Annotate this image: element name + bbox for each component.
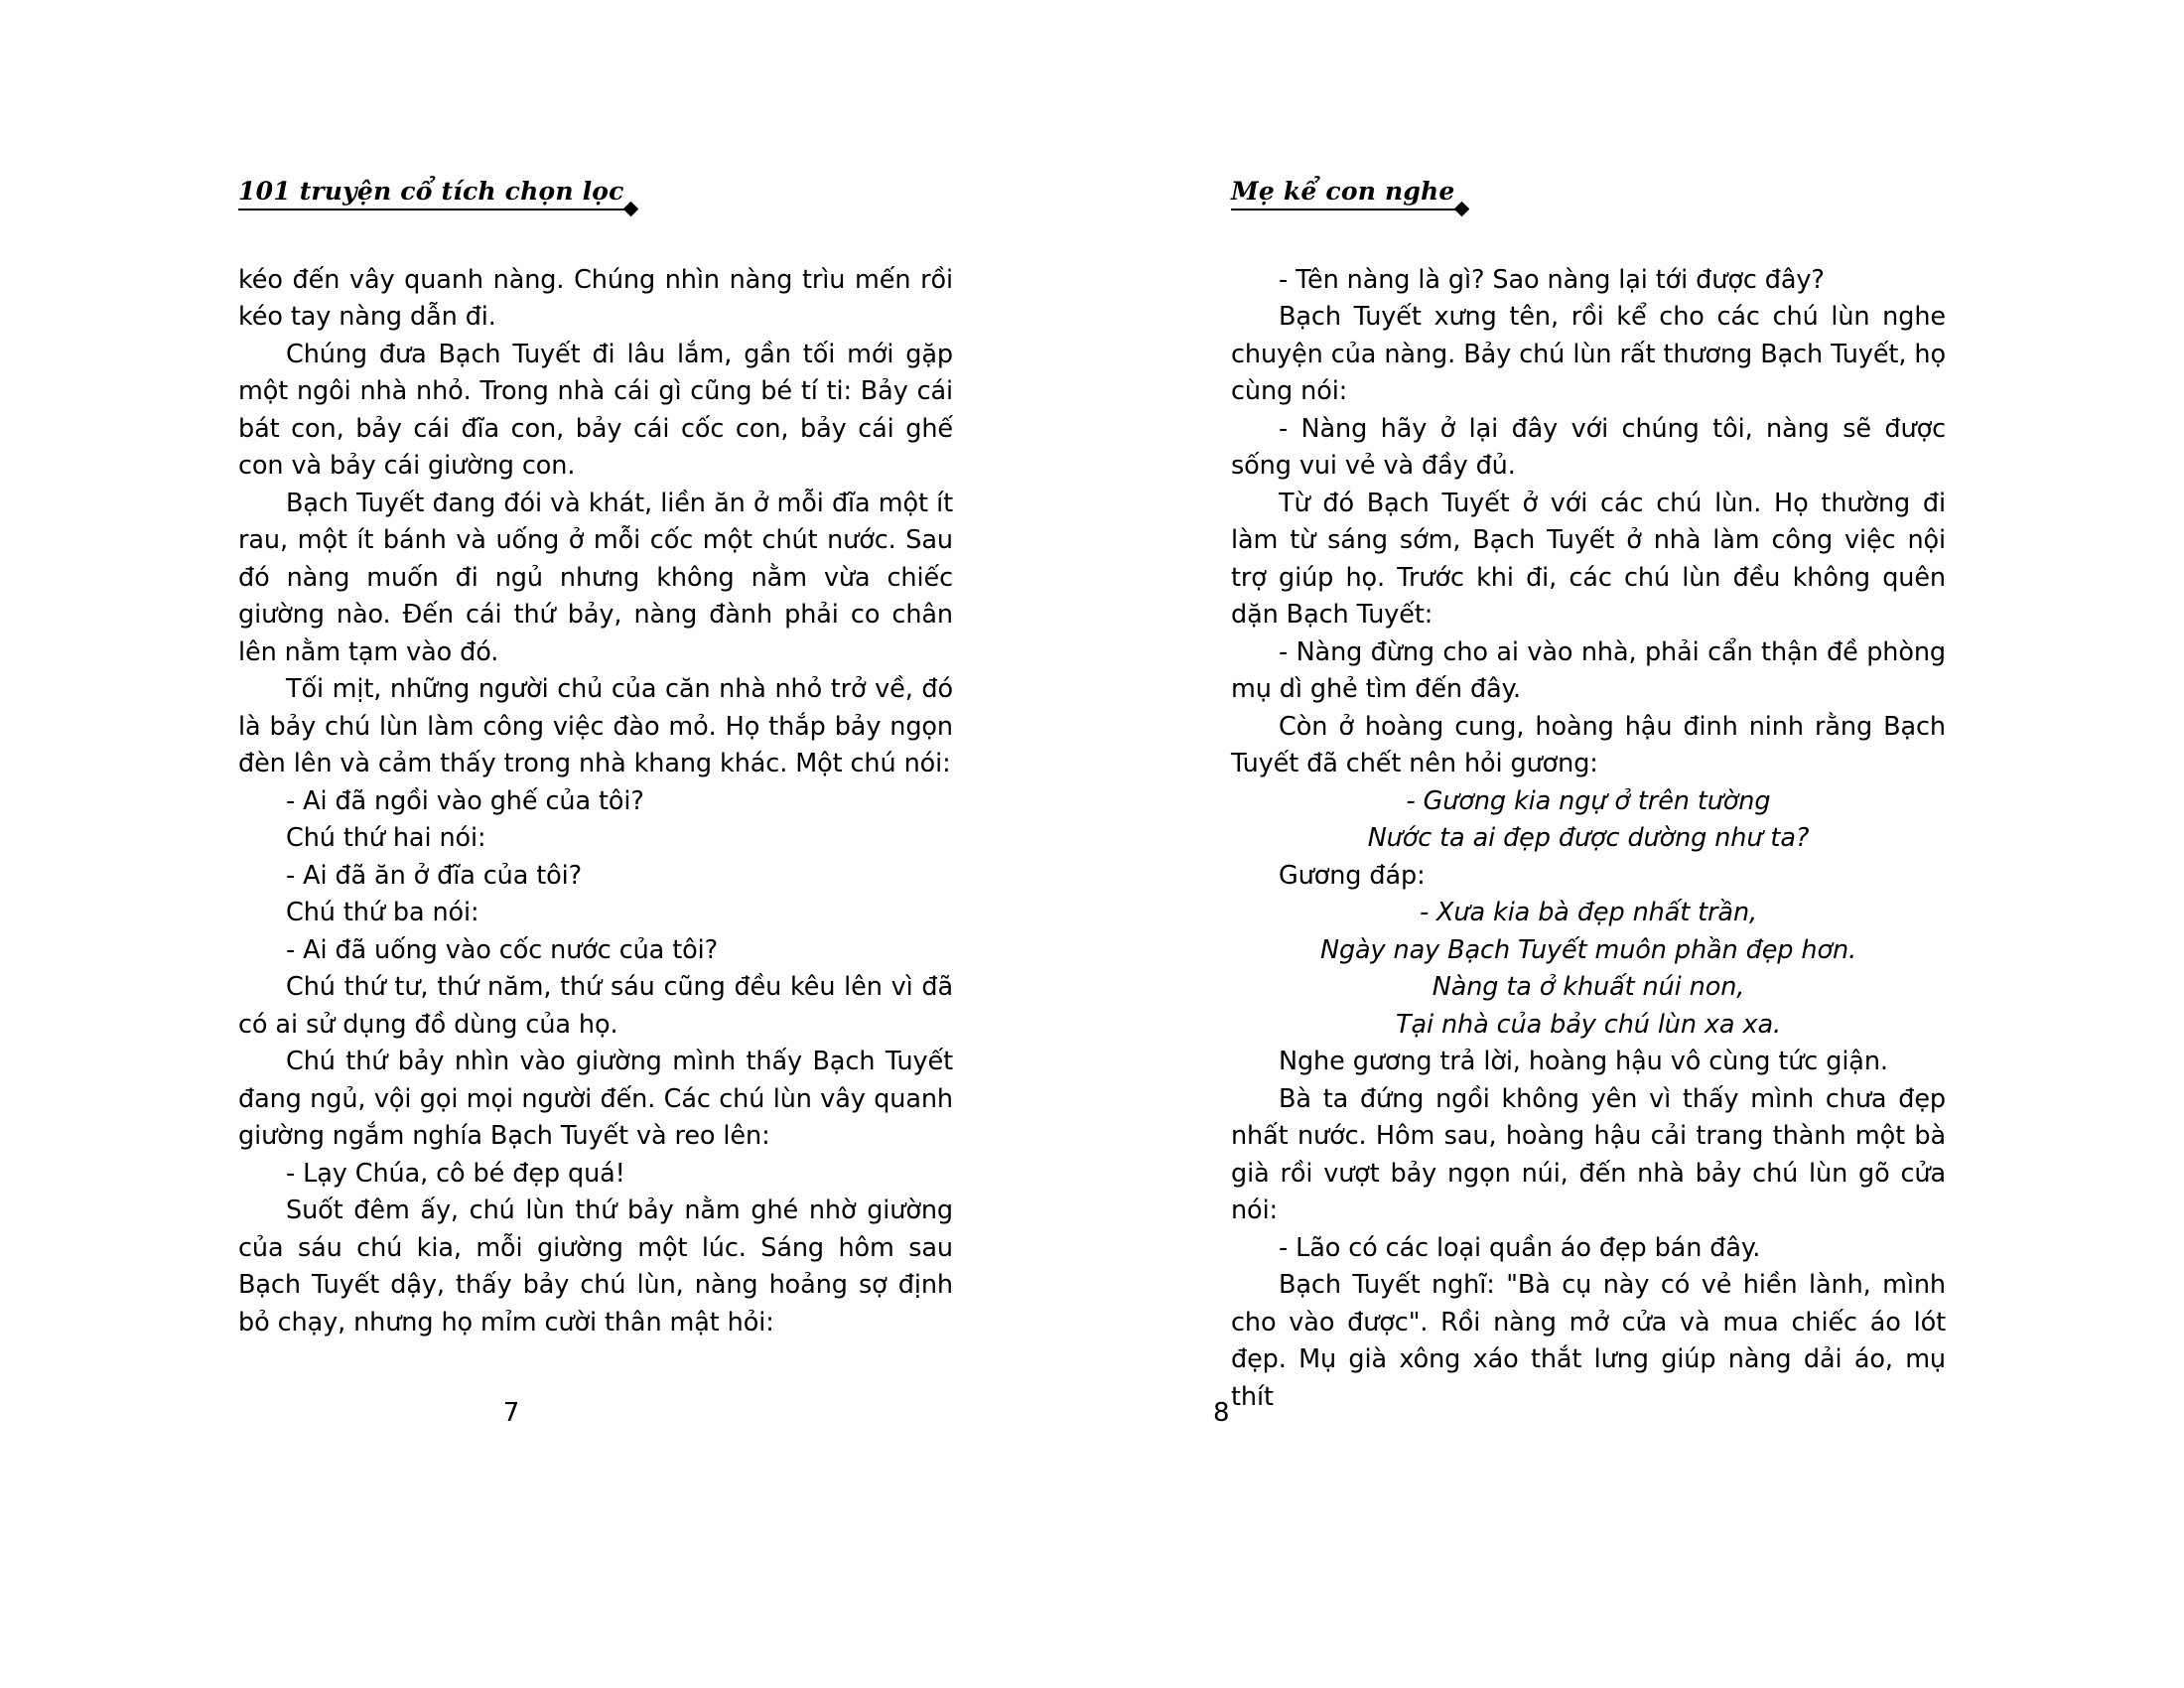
running-head-right [1231, 179, 1455, 211]
paragraph: - Ai đã uống vào cốc nước của tôi? [286, 934, 719, 965]
page-right [1092, 0, 2184, 1688]
paragraph: Chú thứ ba nói: [286, 898, 479, 928]
paragraph: Bà ta đứng ngồi không yên vì thấy mình chưa đẹp nhất nước. Hôm sau, hoàng hậu cải trang thành một bà già rồi vượt bảy ngọn núi, đến nhà bảy chú lùn gõ cửa nói: [1231, 1083, 1946, 1226]
page-number-right: 8 [1213, 1398, 1230, 1428]
running-head-rule [238, 209, 624, 211]
running-head-left-text: 101 truyện cổ tích chọn lọc [238, 177, 624, 206]
paragraph: Từ đó Bạch Tuyết ở với các chú lùn. Họ thường đi làm từ sáng sớm, Bạch Tuyết ở nhà làm công việc nội trợ giúp họ. Trước khi đi, các chú lùn đều không quên dặn Bạch Tuyết: [1231, 488, 1946, 631]
paragraph: Bạch Tuyết nghĩ: "Bà cụ này có vẻ hiền lành, mình cho vào được". Rồi nàng mở cửa và mua chiếc áo lót đẹp. Mụ già xông xáo thắt lưng giúp nàng dải áo, mụ thít [1231, 1270, 1946, 1412]
paragraph: - Nàng đừng cho ai vào nhà, phải cẩn thận đề phòng mụ dì ghẻ tìm đến đây. [1231, 636, 1946, 705]
paragraph: Gương đáp: [1279, 860, 1426, 891]
running-head-rule [1231, 209, 1455, 211]
verse-line: Nước ta ai đẹp được dường như ta? [1367, 823, 1810, 854]
verse-line: Nàng ta ở khuất núi non, [1432, 972, 1745, 1003]
paragraph: - Ai đã ngồi vào ghế của tôi? [286, 785, 644, 816]
running-head-right-wrap [1231, 179, 1946, 262]
paragraph: kéo đến vây quanh nàng. Chúng nhìn nàng trìu mến rồi kéo tay nàng dẫn đi. [238, 265, 953, 333]
paragraph: - Lạy Chúa, cô bé đẹp quá! [286, 1158, 625, 1189]
body-text-right [1231, 262, 1946, 1416]
verse-line: - Gương kia ngự ở trên tường [1406, 785, 1771, 816]
paragraph: Còn ở hoàng cung, hoàng hậu đinh ninh rằng Bạch Tuyết đã chết nên hỏi gương: [1231, 711, 1946, 779]
body-text-left [238, 262, 953, 1341]
verse-line: Tại nhà của bảy chú lùn xa xa. [1396, 1009, 1781, 1040]
paragraph: - Lão có các loại quần áo đẹp bán đây. [1279, 1232, 1761, 1263]
paragraph: Bạch Tuyết xưng tên, rồi kể cho các chú lùn nghe chuyện của nàng. Bảy chú lùn rất thương Bạch Tuyết, họ cùng nói: [1231, 302, 1946, 407]
running-head-left [238, 179, 624, 211]
paragraph: Tối mịt, những người chủ của căn nhà nhỏ trở về, đó là bảy chú lùn làm công việc đào mỏ. Họ thắp bảy ngọn đèn lên và cảm thấy trong nhà khang khác. Một chú nói: [238, 674, 953, 779]
paragraph: Chú thứ tư, thứ năm, thứ sáu cũng đều kêu lên vì đã có ai sử dụng đồ dùng của họ. [238, 972, 953, 1040]
paragraph: Nghe gương trả lời, hoàng hậu vô cùng tức giận. [1279, 1047, 1888, 1077]
paragraph: Suốt đêm ấy, chú lùn thứ bảy nằm ghé nhờ giường của sáu chú kia, mỗi giường một lúc. Sáng hôm sau Bạch Tuyết dậy, thấy bảy chú lùn, nàng hoảng sợ định bỏ chạy, nhưng họ mỉm cười thân mật hỏi: [238, 1196, 953, 1337]
paragraph: - Nàng hãy ở lại đây với chúng tôi, nàng sẽ được sống vui vẻ và đầy đủ. [1231, 413, 1946, 482]
running-head-right-text: Mẹ kể con nghe [1231, 177, 1455, 206]
paragraph: Chú thứ hai nói: [286, 823, 486, 854]
paragraph: Chúng đưa Bạch Tuyết đi lâu lắm, gần tối mới gặp một ngôi nhà nhỏ. Trong nhà cái gì cũng bé tí ti: Bảy cái bát con, bảy cái đĩa con, bảy cái cốc con, bảy cái ghế con và bảy cái giường con. [238, 339, 953, 482]
page-number-left: 7 [502, 1398, 520, 1428]
verse-line: - Xưa kia bà đẹp nhất trần, [1419, 898, 1758, 928]
paragraph: - Tên nàng là gì? Sao nàng lại tới được đây? [1279, 265, 1825, 295]
paragraph: Chú thứ bảy nhìn vào giường mình thấy Bạch Tuyết đang ngủ, vội gọi mọi người đến. Các chú lùn vây quanh giường ngắm nghía Bạch Tuyết và reo lên: [238, 1047, 953, 1152]
paragraph: Bạch Tuyết đang đói và khát, liền ăn ở mỗi đĩa một ít rau, một ít bánh và uống ở mỗi cốc một chút nước. Sau đó nàng muốn đi ngủ nhưng không nằm vừa chiếc giường nào. Đến cái thứ bảy, nàng đành phải co chân lên nằm tạm vào đó. [238, 488, 953, 667]
running-head-left-wrap [238, 179, 953, 262]
verse-line: Ngày nay Bạch Tuyết muôn phần đẹp hơn. [1319, 934, 1857, 965]
paragraph: - Ai đã ăn ở đĩa của tôi? [286, 860, 583, 891]
